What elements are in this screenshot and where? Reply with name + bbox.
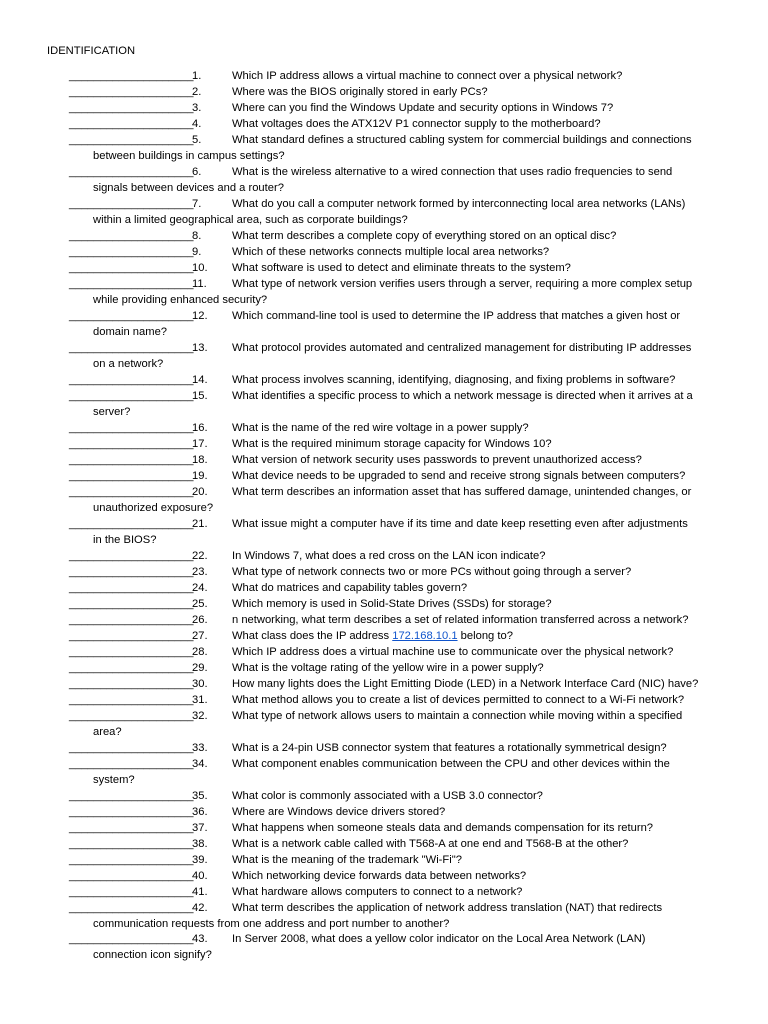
answer-blank[interactable]: ____________________ xyxy=(69,566,194,578)
question-text: In Server 2008, what does a yellow color indicator on the Local Area Network (LAN) xyxy=(232,933,646,945)
answer-blank[interactable]: ____________________ xyxy=(69,694,194,706)
answer-blank[interactable]: ____________________ xyxy=(69,710,194,722)
question-text-continuation: between buildings in campus settings? xyxy=(93,150,285,162)
question-number: 1. xyxy=(192,70,202,82)
question-number: 6. xyxy=(192,166,202,178)
question-text: What is the meaning of the trademark "Wi-Fi"? xyxy=(232,854,462,866)
answer-blank[interactable]: ____________________ xyxy=(69,902,194,914)
question-item xyxy=(0,436,768,452)
question-item xyxy=(0,564,768,580)
question-text: Which of these networks connects multiple local area networks? xyxy=(232,246,550,258)
ip-address-link[interactable]: 172.168.10.1 xyxy=(392,630,458,642)
answer-blank[interactable]: ____________________ xyxy=(69,614,194,626)
question-text-continuation: system? xyxy=(93,774,135,786)
question-item xyxy=(0,708,768,740)
question-item xyxy=(0,580,768,596)
question-text-continuation: within a limited geographical area, such as corporate buildings? xyxy=(93,214,408,226)
answer-blank[interactable]: ____________________ xyxy=(69,630,194,642)
question-text: Which networking device forwards data between networks? xyxy=(232,870,527,882)
question-item xyxy=(0,548,768,564)
question-item xyxy=(0,388,768,420)
question-text: What voltages does the ATX12V P1 connector supply to the motherboard? xyxy=(232,118,601,130)
question-text: What color is commonly associated with a USB 3.0 connector? xyxy=(232,790,543,802)
question-text: What is the wireless alternative to a wired connection that uses radio frequencies to send xyxy=(232,166,673,178)
answer-blank[interactable]: ____________________ xyxy=(69,166,194,178)
question-item xyxy=(0,596,768,612)
question-number: 31. xyxy=(192,694,208,706)
question-number: 30. xyxy=(192,678,208,690)
question-text-continuation: connection icon signify? xyxy=(93,949,212,961)
question-text: Which IP address allows a virtual machine to connect over a physical network? xyxy=(232,70,623,82)
question-text: What term describes the application of network address translation (NAT) that redirects xyxy=(232,902,663,914)
question-text: What type of network version verifies users through a server, requiring a more complex setup xyxy=(232,278,693,290)
answer-blank[interactable]: ____________________ xyxy=(69,758,194,770)
question-number: 16. xyxy=(192,422,208,434)
question-number: 8. xyxy=(192,230,202,242)
answer-blank[interactable]: ____________________ xyxy=(69,70,194,82)
question-item xyxy=(0,692,768,708)
question-number: 5. xyxy=(192,134,202,146)
question-text: What type of network connects two or more PCs without going through a server? xyxy=(232,566,632,578)
question-item xyxy=(0,308,768,340)
question-item xyxy=(0,900,768,931)
question-number: 13. xyxy=(192,342,208,354)
question-text-continuation: server? xyxy=(93,406,131,418)
question-text: What do matrices and capability tables govern? xyxy=(232,582,468,594)
question-number: 35. xyxy=(192,790,208,802)
question-item xyxy=(0,628,768,644)
question-item xyxy=(0,100,768,116)
question-number: 29. xyxy=(192,662,208,674)
question-item xyxy=(0,260,768,276)
question-item xyxy=(0,612,768,628)
question-item xyxy=(0,340,768,372)
question-text-part: belong to? xyxy=(457,630,513,642)
question-text: Which memory is used in Solid-State Drives (SSDs) for storage? xyxy=(232,598,552,610)
answer-blank[interactable]: ____________________ xyxy=(69,678,194,690)
question-item xyxy=(0,676,768,692)
answer-blank[interactable]: ____________________ xyxy=(69,582,194,594)
question-item xyxy=(0,196,768,228)
answer-blank[interactable]: ____________________ xyxy=(69,790,194,802)
question-item xyxy=(0,420,768,436)
question-text-part: What class does the IP address xyxy=(232,630,393,642)
question-item xyxy=(0,228,768,244)
question-text: What term describes an information asset that has suffered damage, unintended changes, or xyxy=(232,486,692,498)
question-text: In Windows 7, what does a red cross on the LAN icon indicate? xyxy=(232,550,546,562)
answer-blank[interactable]: ____________________ xyxy=(69,342,194,354)
question-number: 17. xyxy=(192,438,208,450)
question-text: What identifies a specific process to which a network message is directed when it arrives at a xyxy=(232,390,693,402)
question-item xyxy=(0,484,768,516)
question-text: What type of network allows users to maintain a connection while moving within a specified xyxy=(232,710,683,722)
answer-blank[interactable]: ____________________ xyxy=(69,598,194,610)
answer-blank[interactable]: ____________________ xyxy=(69,262,194,274)
question-number: 25. xyxy=(192,598,208,610)
question-text: What happens when someone steals data and demands compensation for its return? xyxy=(232,822,654,834)
question-number: 33. xyxy=(192,742,208,754)
question-text: What issue might a computer have if its time and date keep resetting even after adjustments xyxy=(232,518,688,530)
question-text: What protocol provides automated and centralized management for distributing IP addresses xyxy=(232,342,692,354)
answer-blank[interactable]: ____________________ xyxy=(69,390,194,402)
question-number: 14. xyxy=(192,374,208,386)
question-number: 26. xyxy=(192,614,208,626)
question-text: Where are Windows device drivers stored? xyxy=(232,806,446,818)
question-item xyxy=(0,116,768,132)
question-number: 34. xyxy=(192,758,208,770)
question-text: What is the name of the red wire voltage in a power supply? xyxy=(232,422,529,434)
question-text-continuation: in the BIOS? xyxy=(93,534,157,546)
answer-blank[interactable]: ____________________ xyxy=(69,374,194,386)
answer-blank[interactable]: ____________________ xyxy=(69,278,194,290)
answer-blank[interactable]: ____________________ xyxy=(69,646,194,658)
question-list xyxy=(0,68,768,963)
question-text: What is a network cable called with T568-A at one end and T568-B at the other? xyxy=(232,838,629,850)
question-number: 10. xyxy=(192,262,208,274)
question-text: What hardware allows computers to connect to a network? xyxy=(232,886,523,898)
question-text: Which command-line tool is used to determine the IP address that matches a given host or xyxy=(232,310,681,322)
question-item xyxy=(0,84,768,100)
question-item xyxy=(0,740,768,756)
question-text: Where can you find the Windows Update and security options in Windows 7? xyxy=(232,102,614,114)
answer-blank[interactable]: ____________________ xyxy=(69,806,194,818)
question-text: What process involves scanning, identifying, diagnosing, and fixing problems in software? xyxy=(232,374,676,386)
answer-blank[interactable]: ____________________ xyxy=(69,86,194,98)
question-item xyxy=(0,804,768,820)
answer-blank[interactable]: ____________________ xyxy=(69,102,194,114)
question-number: 12. xyxy=(192,310,208,322)
answer-blank[interactable]: ____________________ xyxy=(69,838,194,850)
question-number: 32. xyxy=(192,710,208,722)
question-item xyxy=(0,276,768,308)
question-item xyxy=(0,132,768,164)
answer-blank[interactable]: ____________________ xyxy=(69,933,194,945)
question-text: What is the required minimum storage capacity for Windows 10? xyxy=(232,438,552,450)
question-number: 39. xyxy=(192,854,208,866)
question-number: 19. xyxy=(192,470,208,482)
question-number: 23. xyxy=(192,566,208,578)
question-text: What do you call a computer network formed by interconnecting local area networks (LANs) xyxy=(232,198,686,210)
question-number: 20. xyxy=(192,486,208,498)
answer-blank[interactable]: ____________________ xyxy=(69,310,194,322)
answer-blank[interactable]: ____________________ xyxy=(69,854,194,866)
question-item xyxy=(0,868,768,884)
answer-blank[interactable]: ____________________ xyxy=(69,486,194,498)
question-text: What method allows you to create a list of devices permitted to connect to a Wi-Fi network? xyxy=(232,694,685,706)
answer-blank[interactable]: ____________________ xyxy=(69,518,194,530)
question-item xyxy=(0,820,768,836)
answer-blank[interactable]: ____________________ xyxy=(69,198,194,210)
question-number: 28. xyxy=(192,646,208,658)
answer-blank[interactable]: ____________________ xyxy=(69,886,194,898)
question-text: Where was the BIOS originally stored in early PCs? xyxy=(232,86,488,98)
question-item xyxy=(0,884,768,900)
question-number: 7. xyxy=(192,198,202,210)
answer-blank[interactable]: ____________________ xyxy=(69,470,194,482)
question-number: 2. xyxy=(192,86,202,98)
question-item xyxy=(0,931,768,963)
question-text: What device needs to be upgraded to send and receive strong signals between computers? xyxy=(232,470,686,482)
question-item xyxy=(0,468,768,484)
question-text: What is the voltage rating of the yellow wire in a power supply? xyxy=(232,662,544,674)
question-number: 22. xyxy=(192,550,208,562)
question-text: What term describes a complete copy of everything stored on an optical disc? xyxy=(232,230,617,242)
question-number: 15. xyxy=(192,390,208,402)
question-text: What software is used to detect and eliminate threats to the system? xyxy=(232,262,571,274)
question-item xyxy=(0,372,768,388)
question-number: 27. xyxy=(192,630,208,642)
question-text-continuation: signals between devices and a router? xyxy=(93,182,284,194)
question-number: 3. xyxy=(192,102,202,114)
question-item xyxy=(0,836,768,852)
answer-blank[interactable]: ____________________ xyxy=(69,742,194,754)
question-number: 41. xyxy=(192,886,208,898)
answer-blank[interactable]: ____________________ xyxy=(69,246,194,258)
question-number: 11. xyxy=(192,278,207,290)
answer-blank[interactable]: ____________________ xyxy=(69,662,194,674)
answer-blank[interactable]: ____________________ xyxy=(69,230,194,242)
question-text: Which IP address does a virtual machine use to communicate over the physical network? xyxy=(232,646,674,658)
question-number: 40. xyxy=(192,870,208,882)
answer-blank[interactable]: ____________________ xyxy=(69,422,194,434)
question-item xyxy=(0,452,768,468)
page-title: IDENTIFICATION xyxy=(47,45,136,57)
question-item xyxy=(0,660,768,676)
question-text-continuation: on a network? xyxy=(93,358,164,370)
question-item xyxy=(0,164,768,196)
question-item xyxy=(0,852,768,868)
question-item xyxy=(0,756,768,788)
question-text-continuation: unauthorized exposure? xyxy=(93,502,214,514)
question-text xyxy=(232,628,513,644)
question-number: 24. xyxy=(192,582,208,594)
question-number: 42. xyxy=(192,902,208,914)
question-text: What standard defines a structured cabling system for commercial buildings and connections xyxy=(232,134,692,146)
question-number: 43. xyxy=(192,933,208,945)
question-item xyxy=(0,788,768,804)
question-number: 4. xyxy=(192,118,202,130)
question-number: 38. xyxy=(192,838,208,850)
question-item xyxy=(0,244,768,260)
answer-blank[interactable]: ____________________ xyxy=(69,550,194,562)
question-item xyxy=(0,644,768,660)
question-text-continuation: area? xyxy=(93,726,122,738)
question-number: 36. xyxy=(192,806,208,818)
question-text: What version of network security uses passwords to prevent unauthorized access? xyxy=(232,454,642,466)
question-item xyxy=(0,68,768,84)
answer-blank[interactable]: ____________________ xyxy=(69,438,194,450)
question-text: n networking, what term describes a set of related information transferred across a network? xyxy=(232,614,689,626)
answer-blank[interactable]: ____________________ xyxy=(69,822,194,834)
question-text-continuation: communication requests from one address and port number to another? xyxy=(93,918,450,930)
question-text: How many lights does the Light Emitting Diode (LED) in a Network Interface Card (NIC) have? xyxy=(232,678,699,690)
question-number: 18. xyxy=(192,454,208,466)
question-text: What component enables communication between the CPU and other devices within the xyxy=(232,758,670,770)
answer-blank[interactable]: ____________________ xyxy=(69,118,194,130)
answer-blank[interactable]: ____________________ xyxy=(69,134,194,146)
answer-blank[interactable]: ____________________ xyxy=(69,870,194,882)
question-number: 9. xyxy=(192,246,202,258)
question-text-continuation: while providing enhanced security? xyxy=(93,294,268,306)
question-text-continuation: domain name? xyxy=(93,326,168,338)
answer-blank[interactable]: ____________________ xyxy=(69,454,194,466)
question-number: 21. xyxy=(192,518,208,530)
question-item xyxy=(0,516,768,548)
question-number: 37. xyxy=(192,822,208,834)
question-text: What is a 24-pin USB connector system that features a rotationally symmetrical design? xyxy=(232,742,667,754)
